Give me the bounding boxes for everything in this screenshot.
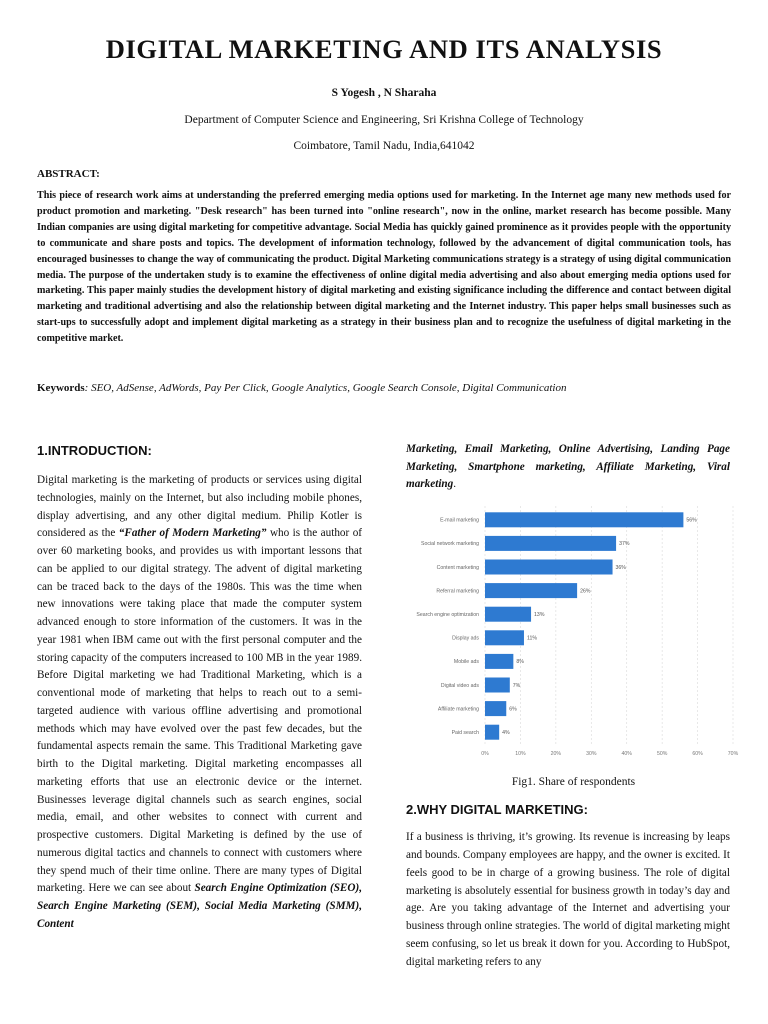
value-label: 36% bbox=[615, 564, 626, 571]
bar bbox=[485, 607, 531, 622]
abstract-heading: ABSTRACT: bbox=[37, 168, 100, 180]
bar bbox=[485, 678, 510, 693]
why-digital-marketing-heading: 2.WHY DIGITAL MARKETING: bbox=[406, 802, 588, 817]
category-label: Social network marketing bbox=[421, 541, 479, 548]
right-column-continuation bbox=[406, 441, 730, 494]
value-label: 11% bbox=[526, 635, 537, 642]
bar bbox=[485, 512, 683, 527]
value-label: 7% bbox=[512, 682, 521, 689]
keywords-label: Keywords bbox=[37, 382, 85, 394]
intro-text-1: Digital marketing is the marketing of products or services using digital technologies, mainly on the Internet, but also including mobile phones, display advertising, and any other digital medium. Philip Kotler is considered as the bbox=[37, 474, 362, 540]
x-tick-label: 30% bbox=[586, 751, 597, 757]
value-label: 37% bbox=[619, 541, 630, 548]
paper-affiliation: Department of Computer Science and Engineering, Sri Krishna College of Technology bbox=[184, 114, 584, 126]
x-tick-label: 0% bbox=[481, 751, 489, 757]
category-label: Content marketing bbox=[436, 564, 479, 571]
category-label: Affiliate marketing bbox=[437, 706, 479, 713]
bar bbox=[485, 560, 613, 575]
category-label: Search engine optimization bbox=[416, 612, 479, 618]
why-digital-marketing-paragraph: If a business is thriving, it’s growing. Its revenue is increasing by leaps and bounds. Company employees are happy, and the owner is excited. It feels good to be in charge of a growing business. The role of digital marketing is absolutely essential for business growth in today’s day and age. Are you taking advantage of the Internet and advertising your business through online strategies. The world of digital marketing might seem confusing, so let us break it down for you. According to HubSpot, digital marketing refers to any bbox=[406, 831, 730, 968]
keywords-line bbox=[37, 382, 566, 394]
paper-title: DIGITAL MARKETING AND ITS ANALYSIS bbox=[105, 34, 663, 64]
x-tick-label: 20% bbox=[550, 751, 562, 757]
bar bbox=[485, 630, 524, 645]
paper-address: Coimbatore, Tamil Nadu, India,641042 bbox=[293, 140, 475, 152]
bar bbox=[485, 536, 616, 551]
figure-caption: Fig1. Share of respondents bbox=[511, 776, 636, 788]
category-label: Digital video ads bbox=[440, 682, 479, 689]
category-label: Mobile ads bbox=[453, 659, 479, 666]
intro-continuation bbox=[406, 441, 730, 494]
value-label: 13% bbox=[534, 612, 545, 618]
value-label: 56% bbox=[686, 517, 697, 524]
value-label: 26% bbox=[580, 588, 591, 595]
value-label: 8% bbox=[516, 659, 524, 666]
value-label: 4% bbox=[502, 730, 510, 736]
chart-svg bbox=[406, 505, 741, 775]
intro-continuation-end: . bbox=[453, 478, 457, 490]
intro-text-2: who is the author of over 60 marketing books, and provides us with important lessons that can be applied to our digital strategy. The advent of digital marketing can be traced back to the days of the 1980s. This was the time when new innovations were taking place that made the computer system advanced enough to store information of the customers. It was in the year 1981 when IBM came out with the first personal computer and the storing capacity of the computers increased to 100 MB in the year 1989. Before Digital marketing we had Traditional Marketing, which is a conventional mode of marketing that helps to reach out to a semi-targeted audience with various offline advertising and promotional methods which may have evolved over the past few decades, but the fundamental aspects remain the same. This Traditional Marketing gave birth to the Digital marketing. Digital marketing encompasses all marketing efforts that use an electronic device or the internet. Businesses leverage digital channels such as search engines, social media, email, and other websites to connect with current and prospective customers. Digital Marketing is defined by the use of numerous digital tactics and channels to connect with customers where they spend much of their time online. There are many types of Digital marketing. Here we can see about bbox=[37, 527, 363, 895]
paper-authors: S Yogesh , N Sharaha bbox=[331, 87, 437, 99]
left-column bbox=[37, 443, 362, 934]
x-tick-label: 60% bbox=[692, 751, 703, 757]
intro-types-emphasis: Search Engine Optimization (SEO), Search Engine Marketing (SEM), Social Media Marketing (SMM), Content bbox=[37, 882, 362, 930]
bar bbox=[485, 725, 499, 740]
value-label: 6% bbox=[509, 706, 517, 713]
category-label: Paid search bbox=[451, 730, 479, 736]
bar bbox=[485, 701, 506, 716]
intro-continuation-text: Marketing, Email Marketing, Online Advertising, Landing Page Marketing, Smartphone marketing, Affiliate Marketing, Viral marketing bbox=[406, 443, 730, 490]
introduction-heading: 1.INTRODUCTION: bbox=[37, 443, 152, 458]
x-tick-label: 50% bbox=[656, 751, 668, 757]
category-label: Referral marketing bbox=[436, 588, 479, 595]
share-of-respondents-chart bbox=[406, 505, 741, 775]
keywords-value: : SEO, AdSense, AdWords, Pay Per Click, Google Analytics, Google Search Console, Digital Communication bbox=[84, 382, 567, 394]
x-tick-label: 70% bbox=[727, 751, 739, 757]
x-tick-label: 10% bbox=[515, 751, 526, 757]
abstract-text: This piece of research work aims at understanding the preferred emerging media options used for marketing. In the Internet age many new methods used for product promotion and marketing. "Desk research" has been turned into "online research", now in the online, market research has become possible. Many Indian companies are using digital marketing for competitive advantage. Social Media has quickly gained prominence as it provides people with the opportunity to communicate and share posts and topics. The development of information technology, followed by the advancement of digital communication tools, has encouraged businesses to change the way of communicating the product. Digital Marketing communications strategy is a strategy of using digital communication media. The purpose of the undertaken study is to examine the effectiveness of online digital media advertising and also about emerging media options used for marketing. This paper mainly studies the development history of digital marketing and existing significance including the difference and contact between digital marketing and traditional advertising and also the relationship between digital marketing and the Internet industry. This paper helps small businesses such as start-ups to successfully adopt and implement digital marketing as a strategy in their business plan and to recognize the usefulness of digital marketing in the competitive market. bbox=[37, 190, 731, 345]
category-label: E-mail marketing bbox=[440, 517, 479, 524]
bar bbox=[485, 654, 513, 669]
intro-kotler-emphasis: “Father of Modern Marketing” bbox=[118, 527, 267, 540]
bar bbox=[485, 583, 577, 598]
introduction-paragraph bbox=[37, 472, 362, 934]
category-label: Display ads bbox=[452, 635, 479, 642]
x-tick-label: 40% bbox=[621, 751, 632, 757]
